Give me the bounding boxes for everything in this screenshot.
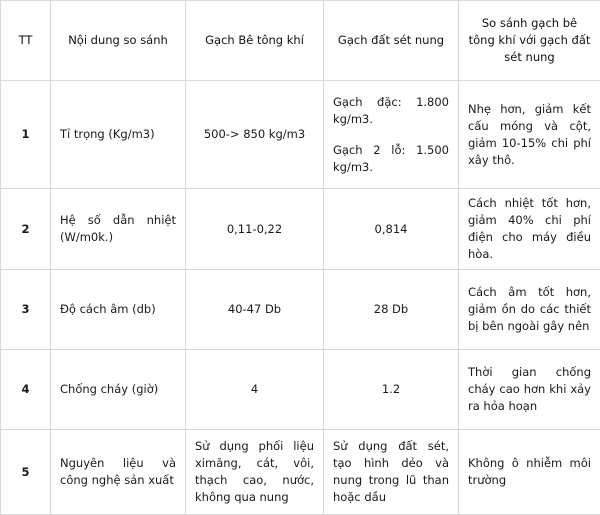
clay-value-cell: 28 Db xyxy=(324,270,459,350)
aac-value-cell: 500-> 850 kg/m3 xyxy=(186,81,324,189)
aac-value-cell: 4 xyxy=(186,350,324,430)
row-number: 4 xyxy=(1,350,51,430)
row-number: 1 xyxy=(1,81,51,189)
table-row xyxy=(1,350,600,430)
criterion-cell: Nguyên liệu và công nghệ sản xuất xyxy=(51,430,186,515)
row-number: 2 xyxy=(1,189,51,270)
header-tt: TT xyxy=(1,1,51,81)
table-row xyxy=(1,81,600,189)
comparison-cell: Không ô nhiễm môi trường xyxy=(459,430,600,515)
header-aac-brick: Gạch Bê tông khí xyxy=(186,1,324,81)
table-row xyxy=(1,270,600,350)
row-number: 5 xyxy=(1,430,51,515)
criterion-cell: Chống cháy (giờ) xyxy=(51,350,186,430)
criterion-cell: Tỉ trọng (Kg/m3) xyxy=(51,81,186,189)
criterion-cell: Độ cách âm (db) xyxy=(51,270,186,350)
aac-value-cell: 0,11-0,22 xyxy=(186,189,324,270)
comparison-cell: Nhẹ hơn, giảm kết cấu móng và cột, giảm 10-15% chi phí xây thô. xyxy=(459,81,600,189)
criterion-cell: Hệ số dẫn nhiệt (W/m0k.) xyxy=(51,189,186,270)
comparison-cell: Cách âm tốt hơn, giảm ồn do các thiết bị bên ngoài gây nên xyxy=(459,270,600,350)
table-row xyxy=(1,189,600,270)
header-comparison: So sánh gạch bê tông khí với gạch đất sét nung xyxy=(459,1,600,81)
table-row xyxy=(1,430,600,515)
clay-value-cell: 0,814 xyxy=(324,189,459,270)
header-clay-brick: Gạch đất sét nung xyxy=(324,1,459,81)
row-number: 3 xyxy=(1,270,51,350)
comparison-cell: Thời gian chống cháy cao hơn khi xảy ra hỏa hoạn xyxy=(459,350,600,430)
comparison-cell: Cách nhiệt tốt hơn, giảm 40% chi phí điện cho máy điều hòa. xyxy=(459,189,600,270)
aac-value-cell: Sử dụng phối liệu ximăng, cát, vôi, thạch cao, nước, không qua nung xyxy=(186,430,324,515)
clay-solid-brick-text: Gạch đặc: 1.800 kg/m3. xyxy=(333,94,449,128)
header-row xyxy=(1,1,600,81)
clay-value-cell: 1.2 xyxy=(324,350,459,430)
clay-value-cell: Sử dụng đất sét, tạo hình dẻo và nung trong lũ than hoặc dầu xyxy=(324,430,459,515)
clay-hollow-brick-text: Gạch 2 lỗ: 1.500 kg/m3. xyxy=(333,142,449,176)
clay-value-cell xyxy=(324,81,459,189)
header-content: Nội dung so sánh xyxy=(51,1,186,81)
aac-value-cell: 40-47 Db xyxy=(186,270,324,350)
